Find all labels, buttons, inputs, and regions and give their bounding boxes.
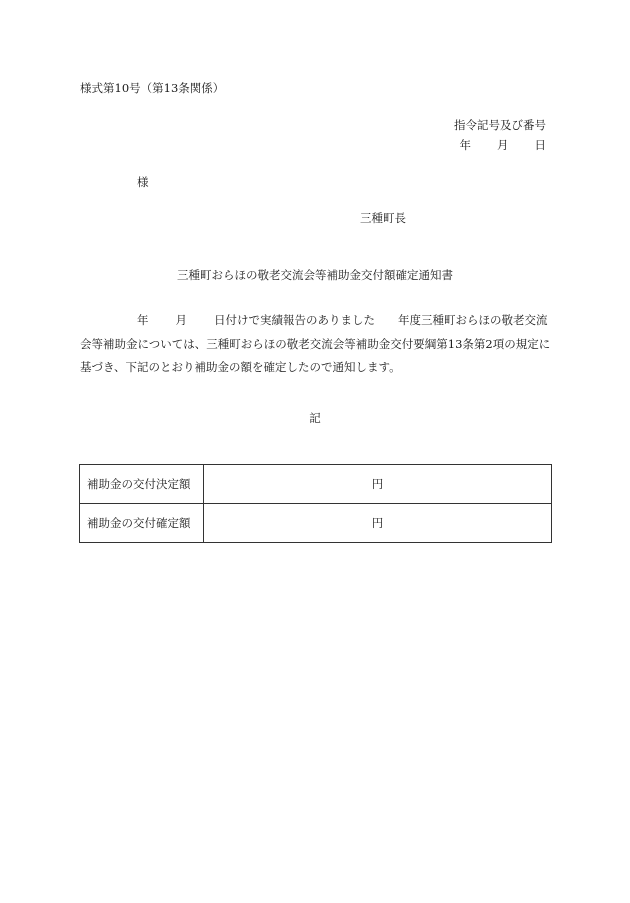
body-line-2: 会等補助金については、三種町おらほの敬老交流会等補助金交付要綱第13条第2項の規定に <box>80 336 551 351</box>
date-year: 年 <box>459 138 471 152</box>
decided-amount-label: 補助金の交付決定額 <box>80 465 204 504</box>
body-report-text: 日付けで実績報告のありました <box>214 313 375 327</box>
body-fiscal-year-text: 年度三種町おらほの敬老交流 <box>398 313 548 327</box>
body-month: 月 <box>175 313 187 327</box>
reference-number-label: 指令記号及び番号 <box>454 118 546 132</box>
table-row <box>80 504 552 543</box>
document-title: 三種町おらほの敬老交流会等補助金交付額確定通知書 <box>177 268 453 282</box>
body-paragraph <box>80 309 550 380</box>
confirmed-amount-label: 補助金の交付確定額 <box>80 504 204 543</box>
form-number: 様式第10号（第13条関係） <box>80 81 225 95</box>
issuer-name: 三種町長 <box>360 211 406 225</box>
date-day: 日 <box>534 138 546 152</box>
body-line-3: 基づき、下記のとおり補助金の額を確定したので通知します。 <box>80 360 401 374</box>
body-year: 年 <box>137 313 149 327</box>
addressee: 様 <box>137 175 149 189</box>
date-month: 月 <box>497 138 509 152</box>
amount-table <box>79 464 552 543</box>
decided-amount-value: 円 <box>204 465 552 504</box>
table-row <box>80 465 552 504</box>
body-line-1 <box>80 309 550 333</box>
ki-heading: 記 <box>309 411 321 425</box>
date-line <box>460 138 547 152</box>
confirmed-amount-value: 円 <box>204 504 552 543</box>
